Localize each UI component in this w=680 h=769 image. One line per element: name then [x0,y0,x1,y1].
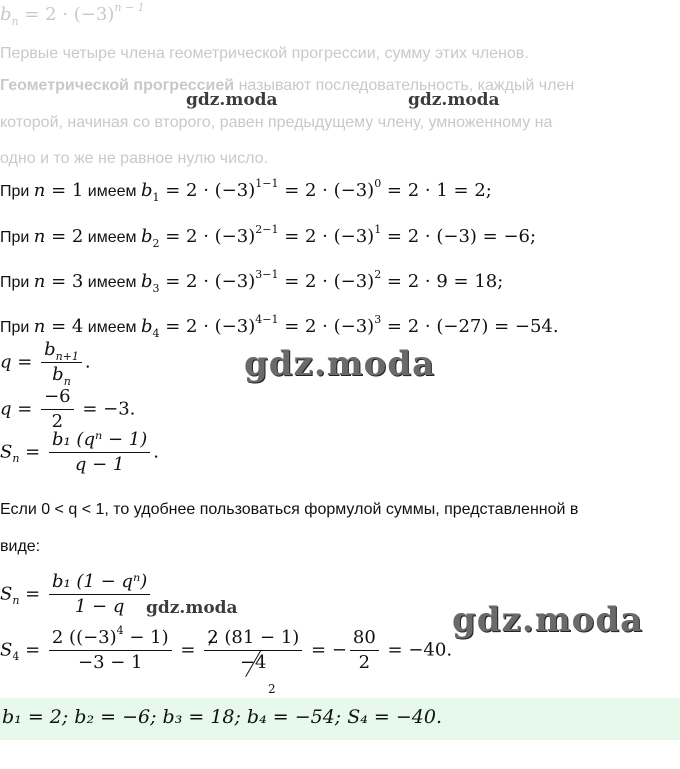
s4-fraction-1: $\frac{2 ((-3)^4 - 1)}{-3 - 1}$ [49,628,172,673]
s4-fraction-3: $\frac{80}{2}$ [350,628,379,673]
watermark-logo: gdz.moda [408,90,500,110]
q-value: q = $\frac{-6}{2}$ = −3. [0,386,136,432]
definition-term: Геометрической прогрессией [0,77,235,94]
watermark-logo: gdz.moda [244,344,436,384]
sequence-formula: $b_n = 2 \cdot (-3)^{n - 1}$ [0,1,145,28]
s4-calculation: $S_4$ = $\frac{2 ((-3)^4 - 1)}{-3 - 1}$ = $\frac{2 (81 - 1)}{-4}$ = − $\frac{80}{2}$ = −40. [0,624,453,673]
sn-formula: $S_n$ = $\frac{\text{b₁ (qⁿ − 1)}}{q - 1}$ . [0,429,160,475]
note-line-1: Если 0 < q < 1, то удобнее пользоваться формулой суммы, представленной в [0,501,579,518]
watermark-logo: gdz.moda [452,600,644,640]
definition-line-3: одно и то же не равное нулю число. [0,150,268,167]
cancel-result: 2 [268,682,276,696]
solution-line-1: При n = 1 имеем $b_1 = 2 \cdot (-3)^{1-1} = 2 \cdot (-3)^0 = 2 \cdot 1 = 2$; [0,177,492,204]
s4-fraction-2: $\frac{2 (81 - 1)}{-4}$ [204,628,302,673]
solution-line-4: При n = 4 имеем $b_4 = 2 \cdot (-3)^{4-1} = 2 \cdot (-3)^3 = 2 \cdot (-27) = -54$. [0,313,559,340]
watermark-logo: gdz.moda [146,598,238,618]
definition-line-1: Геометрической прогрессией называют последовательность, каждый член [0,77,575,94]
sn-alt-formula: $S_n$ = $\frac{\text{b₁ (1 − qⁿ)}}{1 - q}$ [0,572,153,617]
task-text: Первые четыре члена геометрической прогрессии, сумму этих членов. [0,45,529,62]
q-formula: q = $\frac{b_{n+1}}{b_n}$ . [0,339,91,388]
answer-line: b₁ = 2; b₂ = −6; b₃ = 18; b₄ = −54; S₄ = −40. [2,706,443,728]
note-line-2: виде: [0,538,41,555]
solution-line-2: При n = 2 имеем $b_2 = 2 \cdot (-3)^{2-1} = 2 \cdot (-3)^1 = 2 \cdot (-3) = -6$; [0,223,537,250]
definition-line-2: которой, начиная со второго, равен предыдущему члену, умноженному на [0,114,553,131]
watermark-logo: gdz.moda [186,90,278,110]
solution-line-3: При n = 3 имеем $b_3 = 2 \cdot (-3)^{3-1} = 2 \cdot (-3)^2 = 2 \cdot 9 = 18$; [0,268,504,295]
